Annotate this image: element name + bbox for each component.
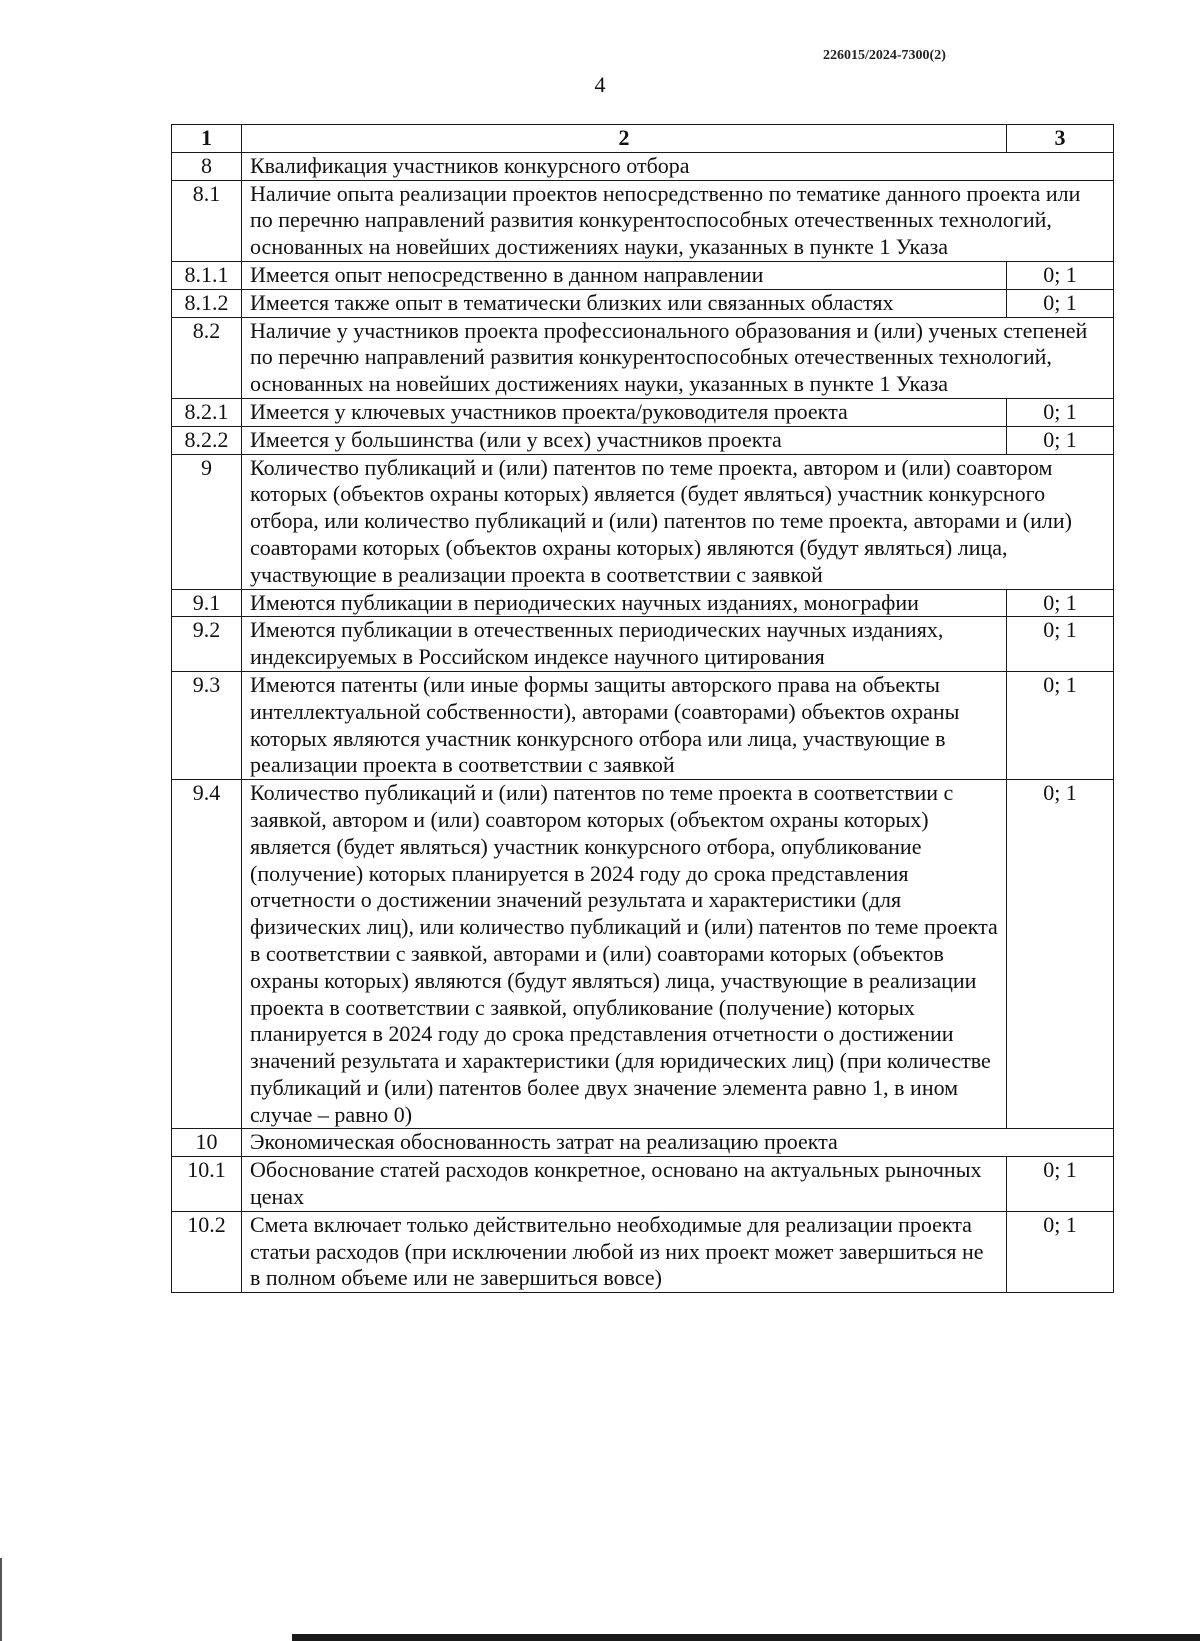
table-row	[172, 454, 1114, 589]
column-header-1: 1	[172, 125, 242, 153]
row-number: 8.2.2	[172, 426, 242, 454]
criterion-text: Имеется также опыт в тематически близких или связанных областях	[242, 289, 1007, 317]
row-number: 8.1.2	[172, 289, 242, 317]
criterion-score: 0; 1	[1007, 426, 1114, 454]
row-number: 9.3	[172, 671, 242, 779]
column-header-3: 3	[1007, 125, 1114, 153]
criterion-text: Имеется у ключевых участников проекта/руководителя проекта	[242, 398, 1007, 426]
criterion-text: Имеются публикации в периодических научных изданиях, монографии	[242, 589, 1007, 617]
scan-edge-left	[0, 1558, 2, 1641]
criterion-score: 0; 1	[1007, 261, 1114, 289]
table-row	[172, 1211, 1114, 1292]
table-row	[172, 671, 1114, 779]
row-number: 8.1	[172, 180, 242, 261]
criterion-score: 0; 1	[1007, 1157, 1114, 1212]
table-row	[172, 152, 1114, 180]
criterion-text: Имеется опыт непосредственно в данном направлении	[242, 261, 1007, 289]
criterion-text: Экономическая обоснованность затрат на реализацию проекта	[242, 1129, 1114, 1157]
column-header-2: 2	[242, 125, 1007, 153]
criterion-text: Количество публикаций и (или) патентов по теме проекта в соответствии с заявкой, автором и (или) соавтором которых (объектом охраны которых) является (будет являться) участник конкурсного отбора, опубликование (получение) которых планируется в 2024 году до срока представления отчетности о достижении значений результата и характеристики (для физических лиц), или количество публикаций и (или) патентов по теме проекта в соответствии с заявкой, авторами и (или) соавторами которых (объектов охраны которых) являются (будут являться) лица, участвующие в реализации проекта в соответствии с заявкой, опубликование (получение) которых планируется в 2024 году до срока представления отчетности о достижении значений результата и характеристики (для юридических лиц) (при количестве публикаций и (или) патентов более двух значение элемента равно 1, в ином случае – равно 0)	[242, 780, 1007, 1129]
row-number: 10.1	[172, 1157, 242, 1212]
criterion-text: Обоснование статей расходов конкретное, основано на актуальных рыночных ценах	[242, 1157, 1007, 1212]
row-number: 10.2	[172, 1211, 242, 1292]
row-number: 9.1	[172, 589, 242, 617]
table-row	[172, 426, 1114, 454]
criterion-text: Смета включает только действительно необходимые для реализации проекта статьи расходов (при исключении любой из них проект может завершиться не в полном объеме или не завершиться вовсе)	[242, 1211, 1007, 1292]
row-number: 9.4	[172, 780, 242, 1129]
criterion-text: Наличие опыта реализации проектов непосредственно по тематике данного проекта или по перечню направлений развития конкурентоспособных отечественных технологий, основанных на новейших достижениях науки, указанных в пункте 1 Указа	[242, 180, 1114, 261]
table-row	[172, 289, 1114, 317]
criterion-text: Квалификация участников конкурсного отбора	[242, 152, 1114, 180]
criterion-score: 0; 1	[1007, 289, 1114, 317]
table-row	[172, 180, 1114, 261]
row-number: 8	[172, 152, 242, 180]
criterion-score: 0; 1	[1007, 398, 1114, 426]
row-number: 8.2	[172, 317, 242, 398]
criterion-score: 0; 1	[1007, 617, 1114, 672]
criterion-text: Наличие у участников проекта профессионального образования и (или) ученых степеней по перечню направлений развития конкурентоспособных отечественных технологий, основанных на новейших достижениях науки, указанных в пункте 1 Указа	[242, 317, 1114, 398]
criteria-table	[171, 124, 1114, 1293]
criterion-score: 0; 1	[1007, 1211, 1114, 1292]
table-row	[172, 398, 1114, 426]
criteria-table-body	[172, 125, 1114, 1293]
criterion-text: Имеются публикации в отечественных периодических научных изданиях, индексируемых в Российском индексе научного цитирования	[242, 617, 1007, 672]
row-number: 10	[172, 1129, 242, 1157]
row-number: 9.2	[172, 617, 242, 672]
criterion-score: 0; 1	[1007, 671, 1114, 779]
table-row	[172, 589, 1114, 617]
row-number: 9	[172, 454, 242, 589]
criterion-text: Имеются патенты (или иные формы защиты авторского права на объекты интеллектуальной собственности), авторами (соавторами) объектов охраны которых являются участник конкурсного отбора или лица, участвующие в реализации проекта в соответствии с заявкой	[242, 671, 1007, 779]
criterion-score: 0; 1	[1007, 589, 1114, 617]
criterion-text: Количество публикаций и (или) патентов по теме проекта, автором и (или) соавтором которых (объектов охраны которых) является (будет являться) участник конкурсного отбора, или количество публикаций и (или) патентов по теме проекта, авторами и (или) соавторами которых (объектов охраны которых) являются (будут являться) лица, участвующие в реализации проекта в соответствии с заявкой	[242, 454, 1114, 589]
table-header-row	[172, 125, 1114, 153]
document-number: 226015/2024-7300(2)	[823, 48, 946, 63]
table-row	[172, 780, 1114, 1129]
criterion-score: 0; 1	[1007, 780, 1114, 1129]
scan-edge-bottom	[292, 1634, 1200, 1641]
row-number: 8.2.1	[172, 398, 242, 426]
table-row	[172, 261, 1114, 289]
table-row	[172, 1157, 1114, 1212]
criterion-text: Имеется у большинства (или у всех) участников проекта	[242, 426, 1007, 454]
table-row	[172, 617, 1114, 672]
table-row	[172, 317, 1114, 398]
table-row	[172, 1129, 1114, 1157]
page-number: 4	[594, 72, 606, 97]
row-number: 8.1.1	[172, 261, 242, 289]
